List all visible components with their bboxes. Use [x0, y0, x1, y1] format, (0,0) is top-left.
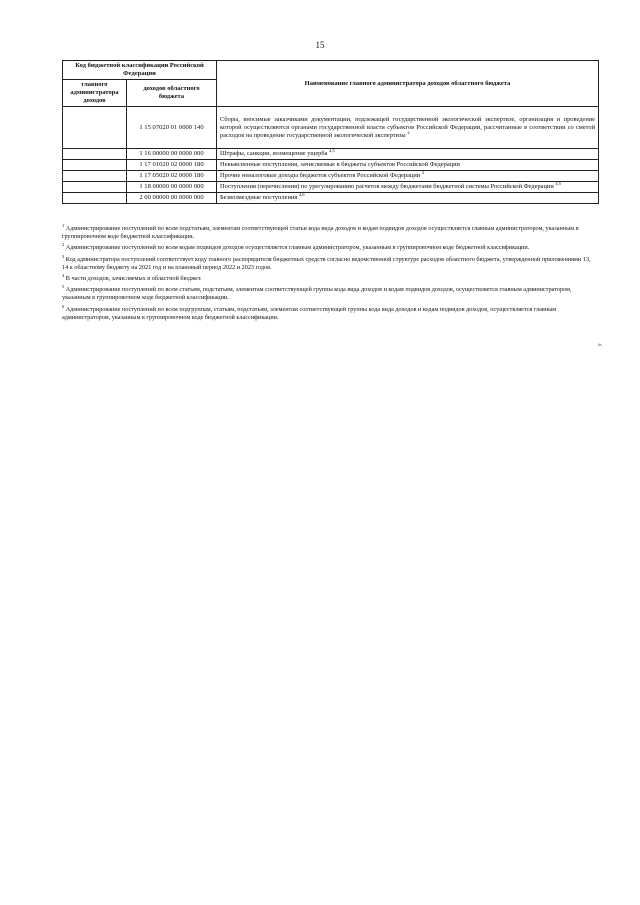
page-number: 15: [315, 40, 325, 50]
row-admin: [63, 171, 127, 182]
row-code: 2 00 00000 00 0000 000: [127, 193, 217, 204]
header-col-code: доходов областного бюджета: [127, 80, 217, 107]
footnote: $^2$ Администрирование поступлений по всем кодам подвидов доходов осуществляется главным администратором, указанным в группировочном коде бюджетной классификации.: [62, 242, 530, 252]
row-name: Штрафы, санкции, возмещение ущерба $^{4,5}$: [217, 149, 599, 160]
footnote: $^3$ Код администратора поступлений соответствует коду главного распорядителя бюджетных средств согласно ведомственной структуре расходов областного бюджета, утвержденной приложениями 13, 14 к областному бюджету на 2021 год и на плановый период 2022 и 2023 годов.: [62, 253, 591, 271]
table-row: [63, 160, 599, 171]
row-code: 1 17 05020 02 0000 180: [127, 171, 217, 182]
footnote: $^4$ В части доходов, зачисляемых в областной бюджет.: [62, 272, 202, 283]
row-code: 1 15 07020 01 0000 140: [127, 107, 217, 149]
revenue-table: [62, 60, 598, 204]
row-name: Сборы, вносимые заказчиками документации, подлежащей государственной экологической экспертизе, организация и проведение которой осуществляются органами государственной власти субъектов Российской Федерации, рассчитанные в соответствии со сметой расходов на проведение государственной экологической экспертизы $^2$: [217, 107, 599, 149]
table-row: [63, 182, 599, 193]
table-row: [63, 171, 599, 182]
row-name: Безвозмездные поступления $^{4,6}$: [217, 193, 599, 204]
footnote: $^1$ Администрирование поступлений по всем подстатьям, элементам соответствующей статьи кода вида доходов и кодам подвидов доходов осуществляется главным администратором, указанным в группировочном коде бюджетной классификации.: [62, 222, 579, 241]
table-row: [63, 107, 599, 149]
row-name: Невыясненные поступления, зачисляемые в бюджеты субъектов Российской Федерации: [217, 160, 599, 171]
header-group-label: Код бюджетной классификации Российской Федерации: [63, 61, 217, 80]
footnotes: [62, 222, 598, 325]
row-admin: [63, 149, 127, 160]
row-admin: [63, 107, 127, 149]
footnote: $^5$ Администрирование поступлений по всем статьям, подстатьям, элементам соответствующей группы кода вида доходов и кодам подвидов доходов, осуществляется главным администратором, указанным в группировочном коде бюджетной классификации.: [62, 284, 572, 302]
end-mark: ».: [598, 342, 603, 348]
header-col-name: Наименование главного администратора доходов областного бюджета: [217, 61, 599, 107]
footnote: $^6$ Администрирование поступлений по всем подгруппам, статьям, подстатьям, элементам соответствующей группы кода вида доходов и кодам подвидов доходов, осуществляется главным администратором, указанным в группировочном коде бюджетной классификации.: [62, 303, 557, 321]
row-code: 1 17 01020 02 0000 180: [127, 160, 217, 171]
row-code: 1 18 00000 00 0000 000: [127, 182, 217, 193]
row-code: 1 16 00000 00 0000 000: [127, 149, 217, 160]
row-admin: [63, 182, 127, 193]
header-col-admin: главного администратора доходов: [63, 80, 127, 107]
table-row: [63, 193, 599, 204]
table-row: [63, 149, 599, 160]
row-admin: [63, 160, 127, 171]
row-name: Поступления (перечисления) по урегулированию расчетов между бюджетами бюджетной системы Российской Федерации $^{4,5}$: [217, 182, 599, 193]
row-admin: [63, 193, 127, 204]
row-name: Прочие неналоговые доходы бюджетов субъектов Российской Федерации $^2$: [217, 171, 599, 182]
